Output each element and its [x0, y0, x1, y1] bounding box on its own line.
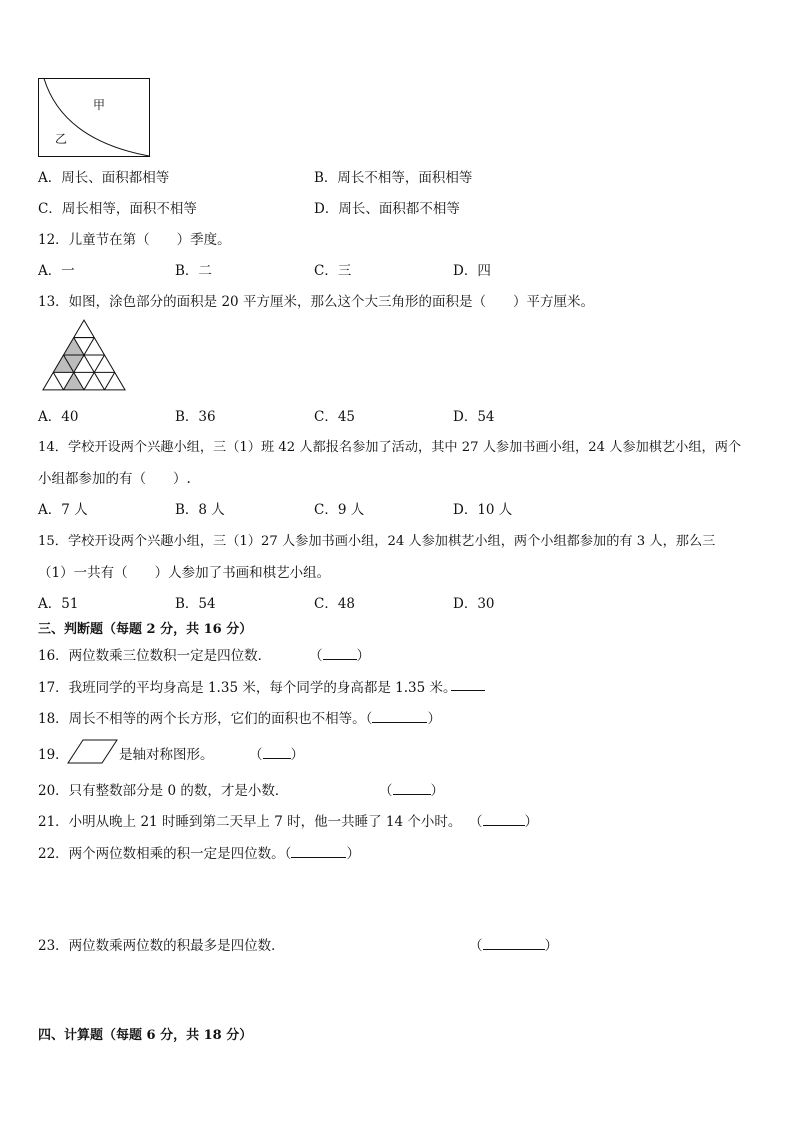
q21-open-paren: （	[469, 814, 483, 830]
q14-stem-line2: 小组都参加的有（ ）.	[38, 471, 191, 487]
q13-stem: 13．如图，涂色部分的面积是 20 平方厘米，那么这个大三角形的面积是（ ）平方厘米。	[38, 294, 594, 310]
q23-open-paren: （	[469, 938, 483, 954]
q19-blank[interactable]	[263, 744, 291, 759]
q19-prefix: 19．	[38, 747, 69, 763]
q12-stem: 12．儿童节在第（ ）季度。	[38, 232, 231, 248]
q23-close-paren: ）	[544, 938, 558, 954]
q15-stem-line1: 15．学校开设两个兴趣小组，三（1）27 人参加书画小组，24 人参加棋艺小组，两个小组都参加的有 3 人，那么三	[38, 534, 716, 549]
q16-text: 16．两位数乘三位数积一定是四位数．	[38, 648, 272, 664]
q11-option-a[interactable]: A．周长、面积都相等	[38, 170, 170, 186]
q21-text: 21．小明从晚上 21 时睡到第二天早上 7 时，他一共睡了 14 个小时。	[38, 814, 462, 830]
q14-option-a[interactable]: A．7 人	[38, 502, 88, 518]
q21-answer[interactable]	[469, 810, 538, 830]
q20-open-paren: （	[379, 783, 393, 799]
q20-close-paren: ）	[430, 783, 444, 799]
q16-close-paren: ）	[356, 648, 370, 664]
q13-option-d[interactable]: D．54	[453, 409, 495, 425]
q11-option-b[interactable]: B．周长不相等，面积相等	[314, 170, 473, 186]
q23-blank[interactable]	[483, 935, 545, 950]
q18-text: 18．周长不相等的两个长方形，它们的面积也不相等。（	[38, 711, 373, 727]
q11-option-d[interactable]: D．周长、面积都不相等	[314, 201, 460, 217]
q19-open-paren: （	[249, 747, 263, 763]
q12-option-a[interactable]: A．一	[38, 263, 75, 279]
q21-blank[interactable]	[483, 811, 525, 826]
q18-close-paren: ）	[427, 711, 441, 727]
q14-option-b[interactable]: B．8 人	[175, 502, 225, 518]
figure-label-jia: 甲	[93, 98, 106, 112]
q20-text: 20．只有整数部分是 0 的数，才是小数．	[38, 783, 289, 799]
q17-text: 17．我班同学的平均身高是 1.35 米，每个同学的身高都是 1.35 米。	[38, 680, 457, 696]
q23-text: 23．两位数乘两位数的积最多是四位数．	[38, 938, 285, 954]
parallelogram-icon	[68, 739, 118, 764]
q14-option-d[interactable]: D．10 人	[453, 502, 513, 518]
q15-stem-line2: （1）一共有（ ）人参加了书画和棋艺小组。	[38, 565, 331, 581]
q17-blank[interactable]	[451, 676, 485, 691]
q19-suffix: 是轴对称图形。	[119, 747, 214, 763]
q22-blank[interactable]	[291, 843, 346, 858]
q16-blank[interactable]	[323, 645, 357, 660]
q16-open-paren: （	[309, 648, 323, 664]
q18-blank[interactable]	[372, 708, 427, 723]
q11-option-c[interactable]: C．周长相等，面积不相等	[38, 201, 197, 217]
q21-close-paren: ）	[524, 814, 538, 830]
q16-answer[interactable]	[309, 644, 370, 664]
section-3-title: 三、判断题（每题 2 分，共 16 分）	[38, 622, 253, 637]
section-4-title: 四、计算题（每题 6 分，共 18 分）	[38, 1028, 253, 1043]
q14-option-c[interactable]: C．9 人	[314, 502, 365, 518]
q15-option-a[interactable]: A．51	[38, 596, 79, 612]
q22-answer-line	[38, 842, 360, 862]
q12-option-b[interactable]: B．二	[175, 263, 212, 279]
q23-answer[interactable]	[469, 934, 558, 954]
q15-option-c[interactable]: C．48	[314, 596, 356, 612]
q22-text: 22．两个两位数相乘的积一定是四位数。（	[38, 846, 292, 862]
q22-close-paren: ）	[346, 846, 360, 862]
q18-answer-line	[38, 707, 441, 727]
q20-answer[interactable]	[379, 779, 444, 799]
figure-label-yi: 乙	[55, 132, 68, 146]
q20-blank[interactable]	[393, 780, 431, 795]
q19-close-paren: ）	[290, 747, 304, 763]
q13-option-b[interactable]: B．36	[175, 409, 216, 425]
figure-triangle-grid	[43, 320, 125, 390]
q15-option-b[interactable]: B．54	[175, 596, 216, 612]
q12-option-c[interactable]: C．三	[314, 263, 352, 279]
q13-option-a[interactable]: A．40	[38, 409, 79, 425]
q15-option-d[interactable]: D．30	[453, 596, 495, 612]
q12-option-d[interactable]: D．四	[453, 263, 491, 279]
q19-answer[interactable]	[249, 743, 304, 763]
q13-option-c[interactable]: C．45	[314, 409, 356, 425]
q14-stem-line1: 14．学校开设两个兴趣小组，三（1）班 42 人都报名参加了活动，其中 27 人参加书画小组，24 人参加棋艺小组，两个	[38, 440, 742, 455]
